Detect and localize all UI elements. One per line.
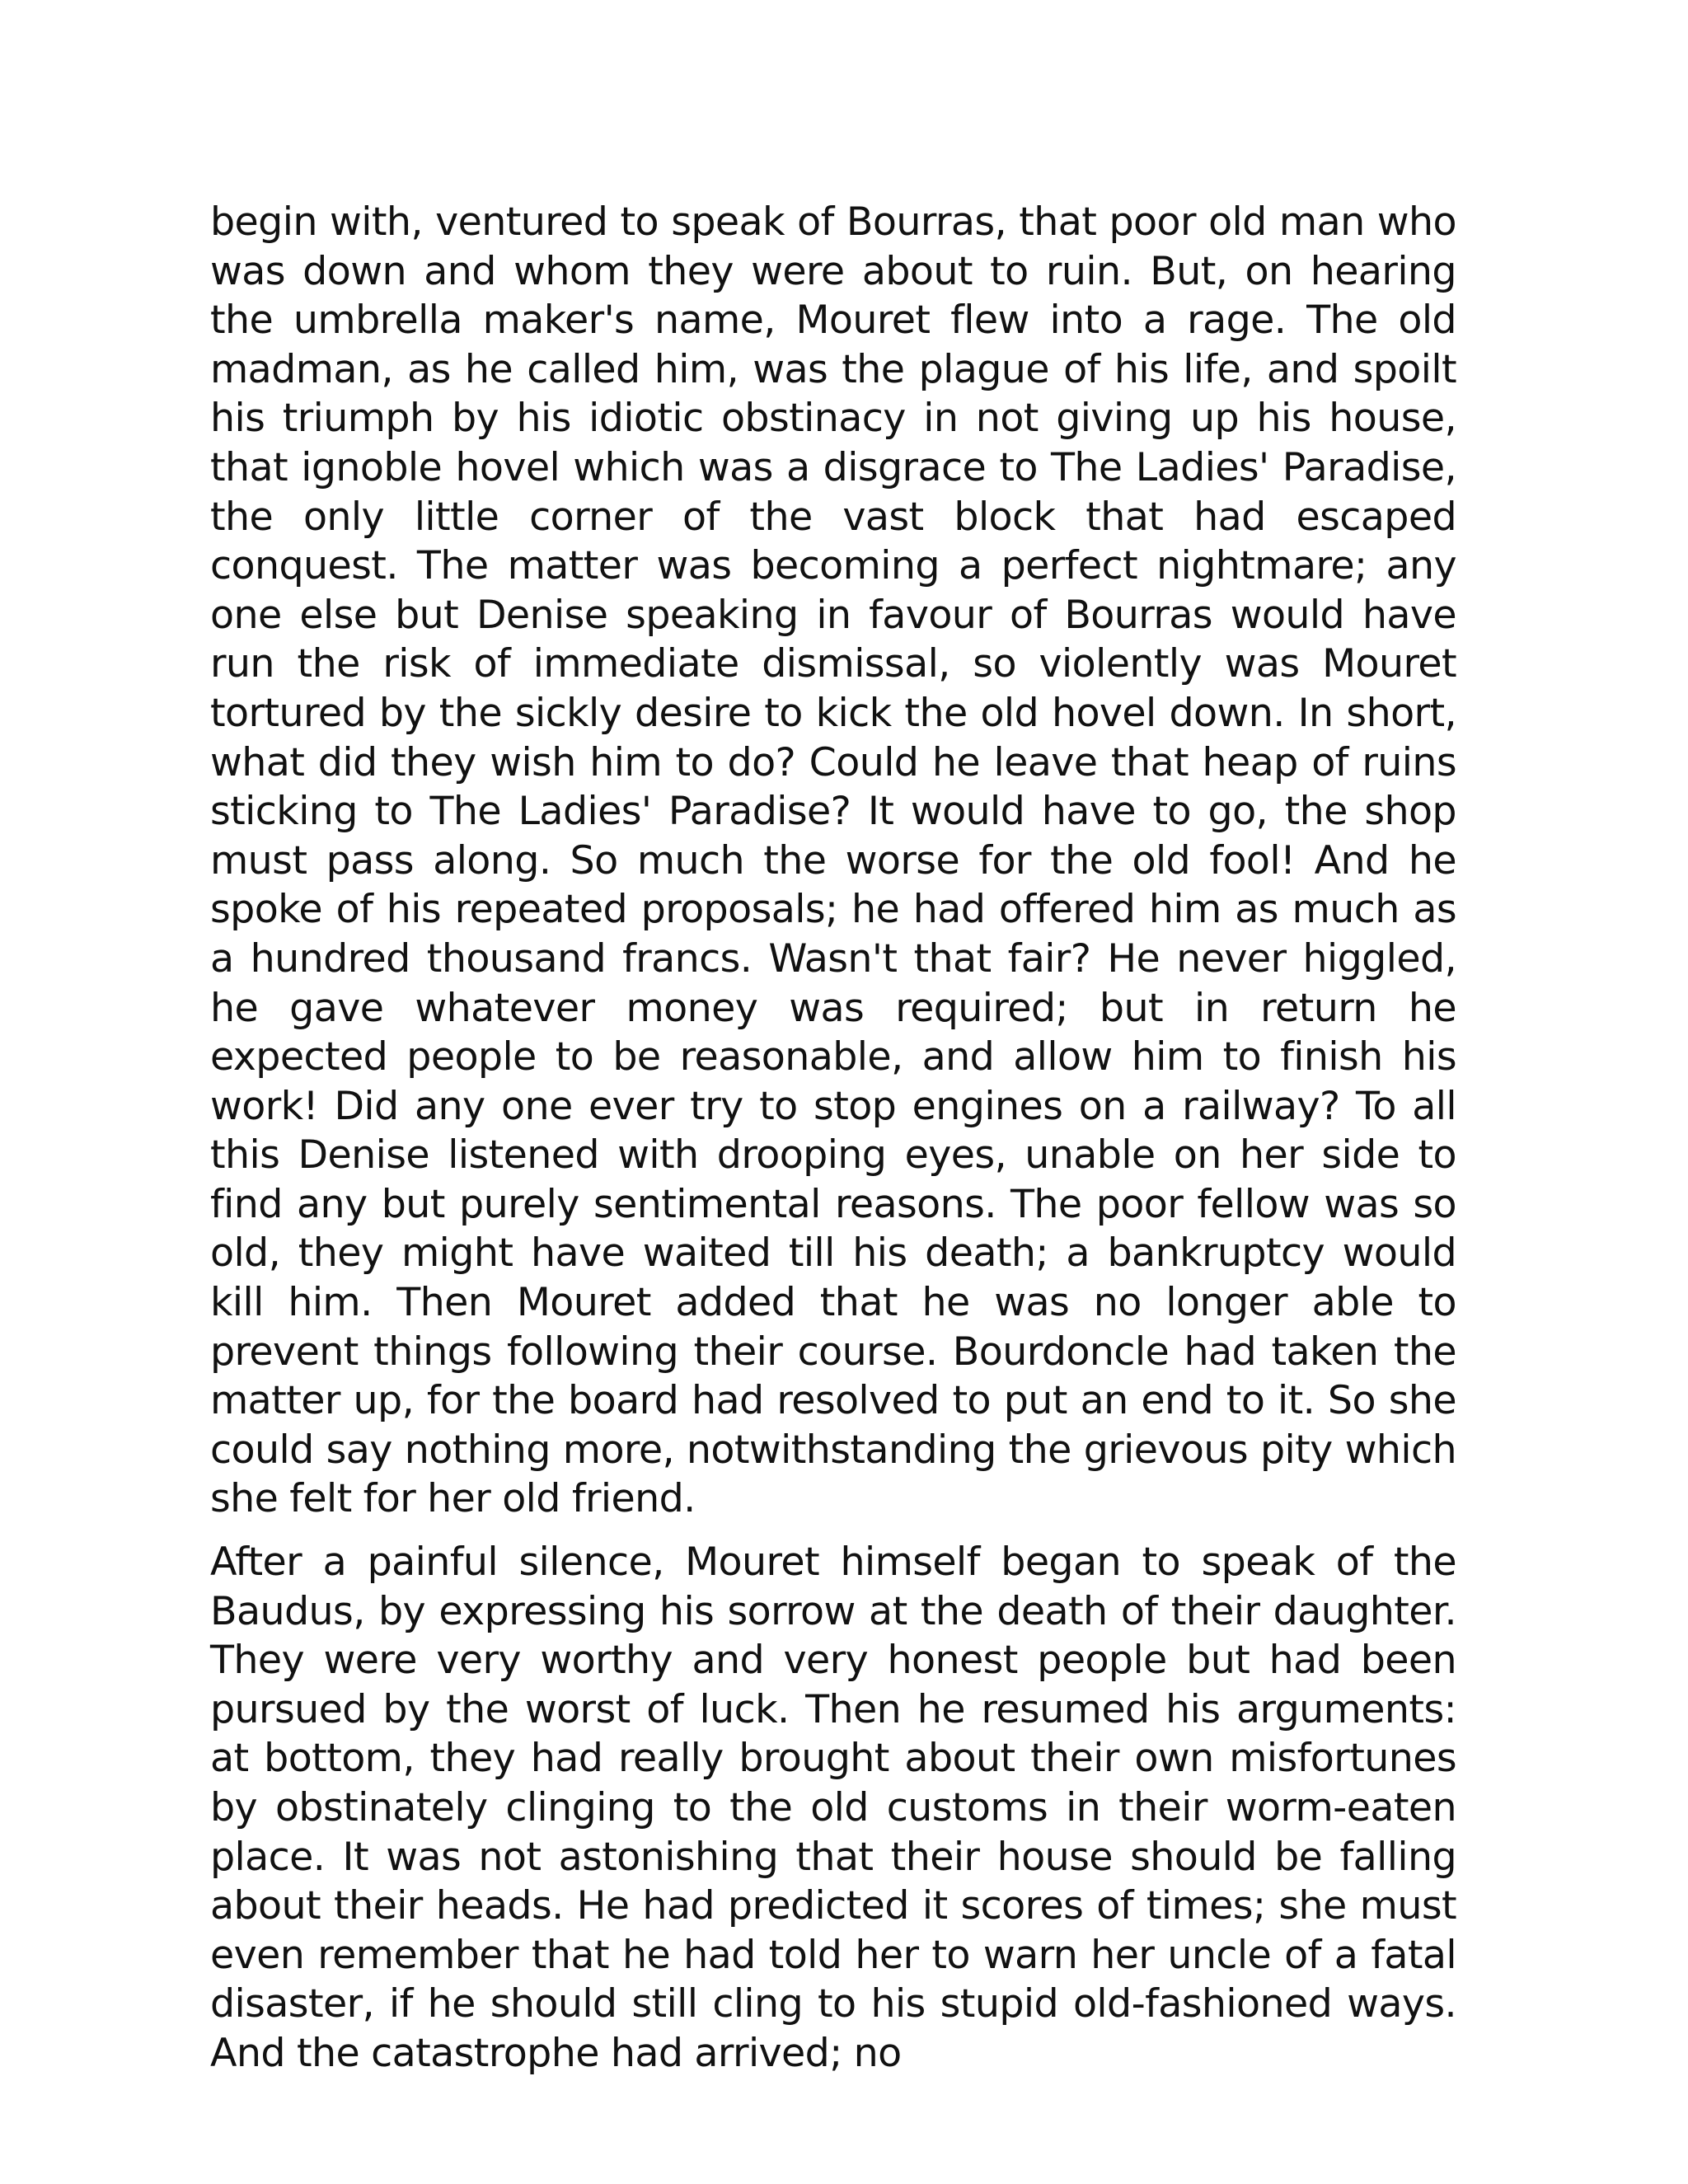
paragraph-bourras: begin with, ventured to speak of Bourras, that poor old man who was down and whom they were about to ruin. But, on hearing the umbrella maker's name, Mouret flew into a rage. The old madman, as he called him, was the plague of his life, and spoilt his triumph by his idiotic obstinacy in not giving up his house, that ignoble hovel which was a disgrace to The Ladies' Paradise, the only little corner of the vast block that had escaped conquest. The matter was becoming a perfect nightmare; any one else but Denise speaking in favour of Bourras would have run the risk of immediate dismissal, so violently was Mouret tortured by the sickly desire to kick the old hovel down. In short, what did they wish him to do? Could he leave that heap of ruins sticking to The Ladies' Paradise? It would have to go, the shop must pass along. So much the worse for the old fool! And he spoke of his repeated proposals; he had offered him as much as a hundred thousand francs. Wasn't that fair? He never higgled, he gave whatever money was required; but in return he expected people to be reasonable, and allow him to finish his work! Did any one ever try to stop engines on a railway? To all this Denise listened with drooping eyes, unable on her side to find any but purely sentimental reasons. The poor fellow was so old, they might have waited till his death; a bankruptcy would kill him. Then Mouret added that he was no longer able to prevent things following their course. Bourdoncle had taken the matter up, for the board had resolved to put an end to it. So she could say nothing more, notwithstanding the grievous pity which she felt for her old friend. xyxy=(210,199,1456,1522)
document-page xyxy=(210,198,1456,2079)
paragraph-baudus: After a painful silence, Mouret himself began to speak of the Baudus, by expressing his sorrow at the death of their daughter. They were very worthy and very honest people but had been pursued by the worst of luck. Then he resumed his arguments: at bottom, they had really brought about their own misfortunes by obstinately clinging to the old customs in their worm-eaten place. It was not astonishing that their house should be falling about their heads. He had predicted it scores of times; she must even remember that he had told her to warn her uncle of a fatal disaster, if he should still cling to his stupid old-fashioned ways. And the catastrophe had arrived; no xyxy=(210,1540,1456,2076)
